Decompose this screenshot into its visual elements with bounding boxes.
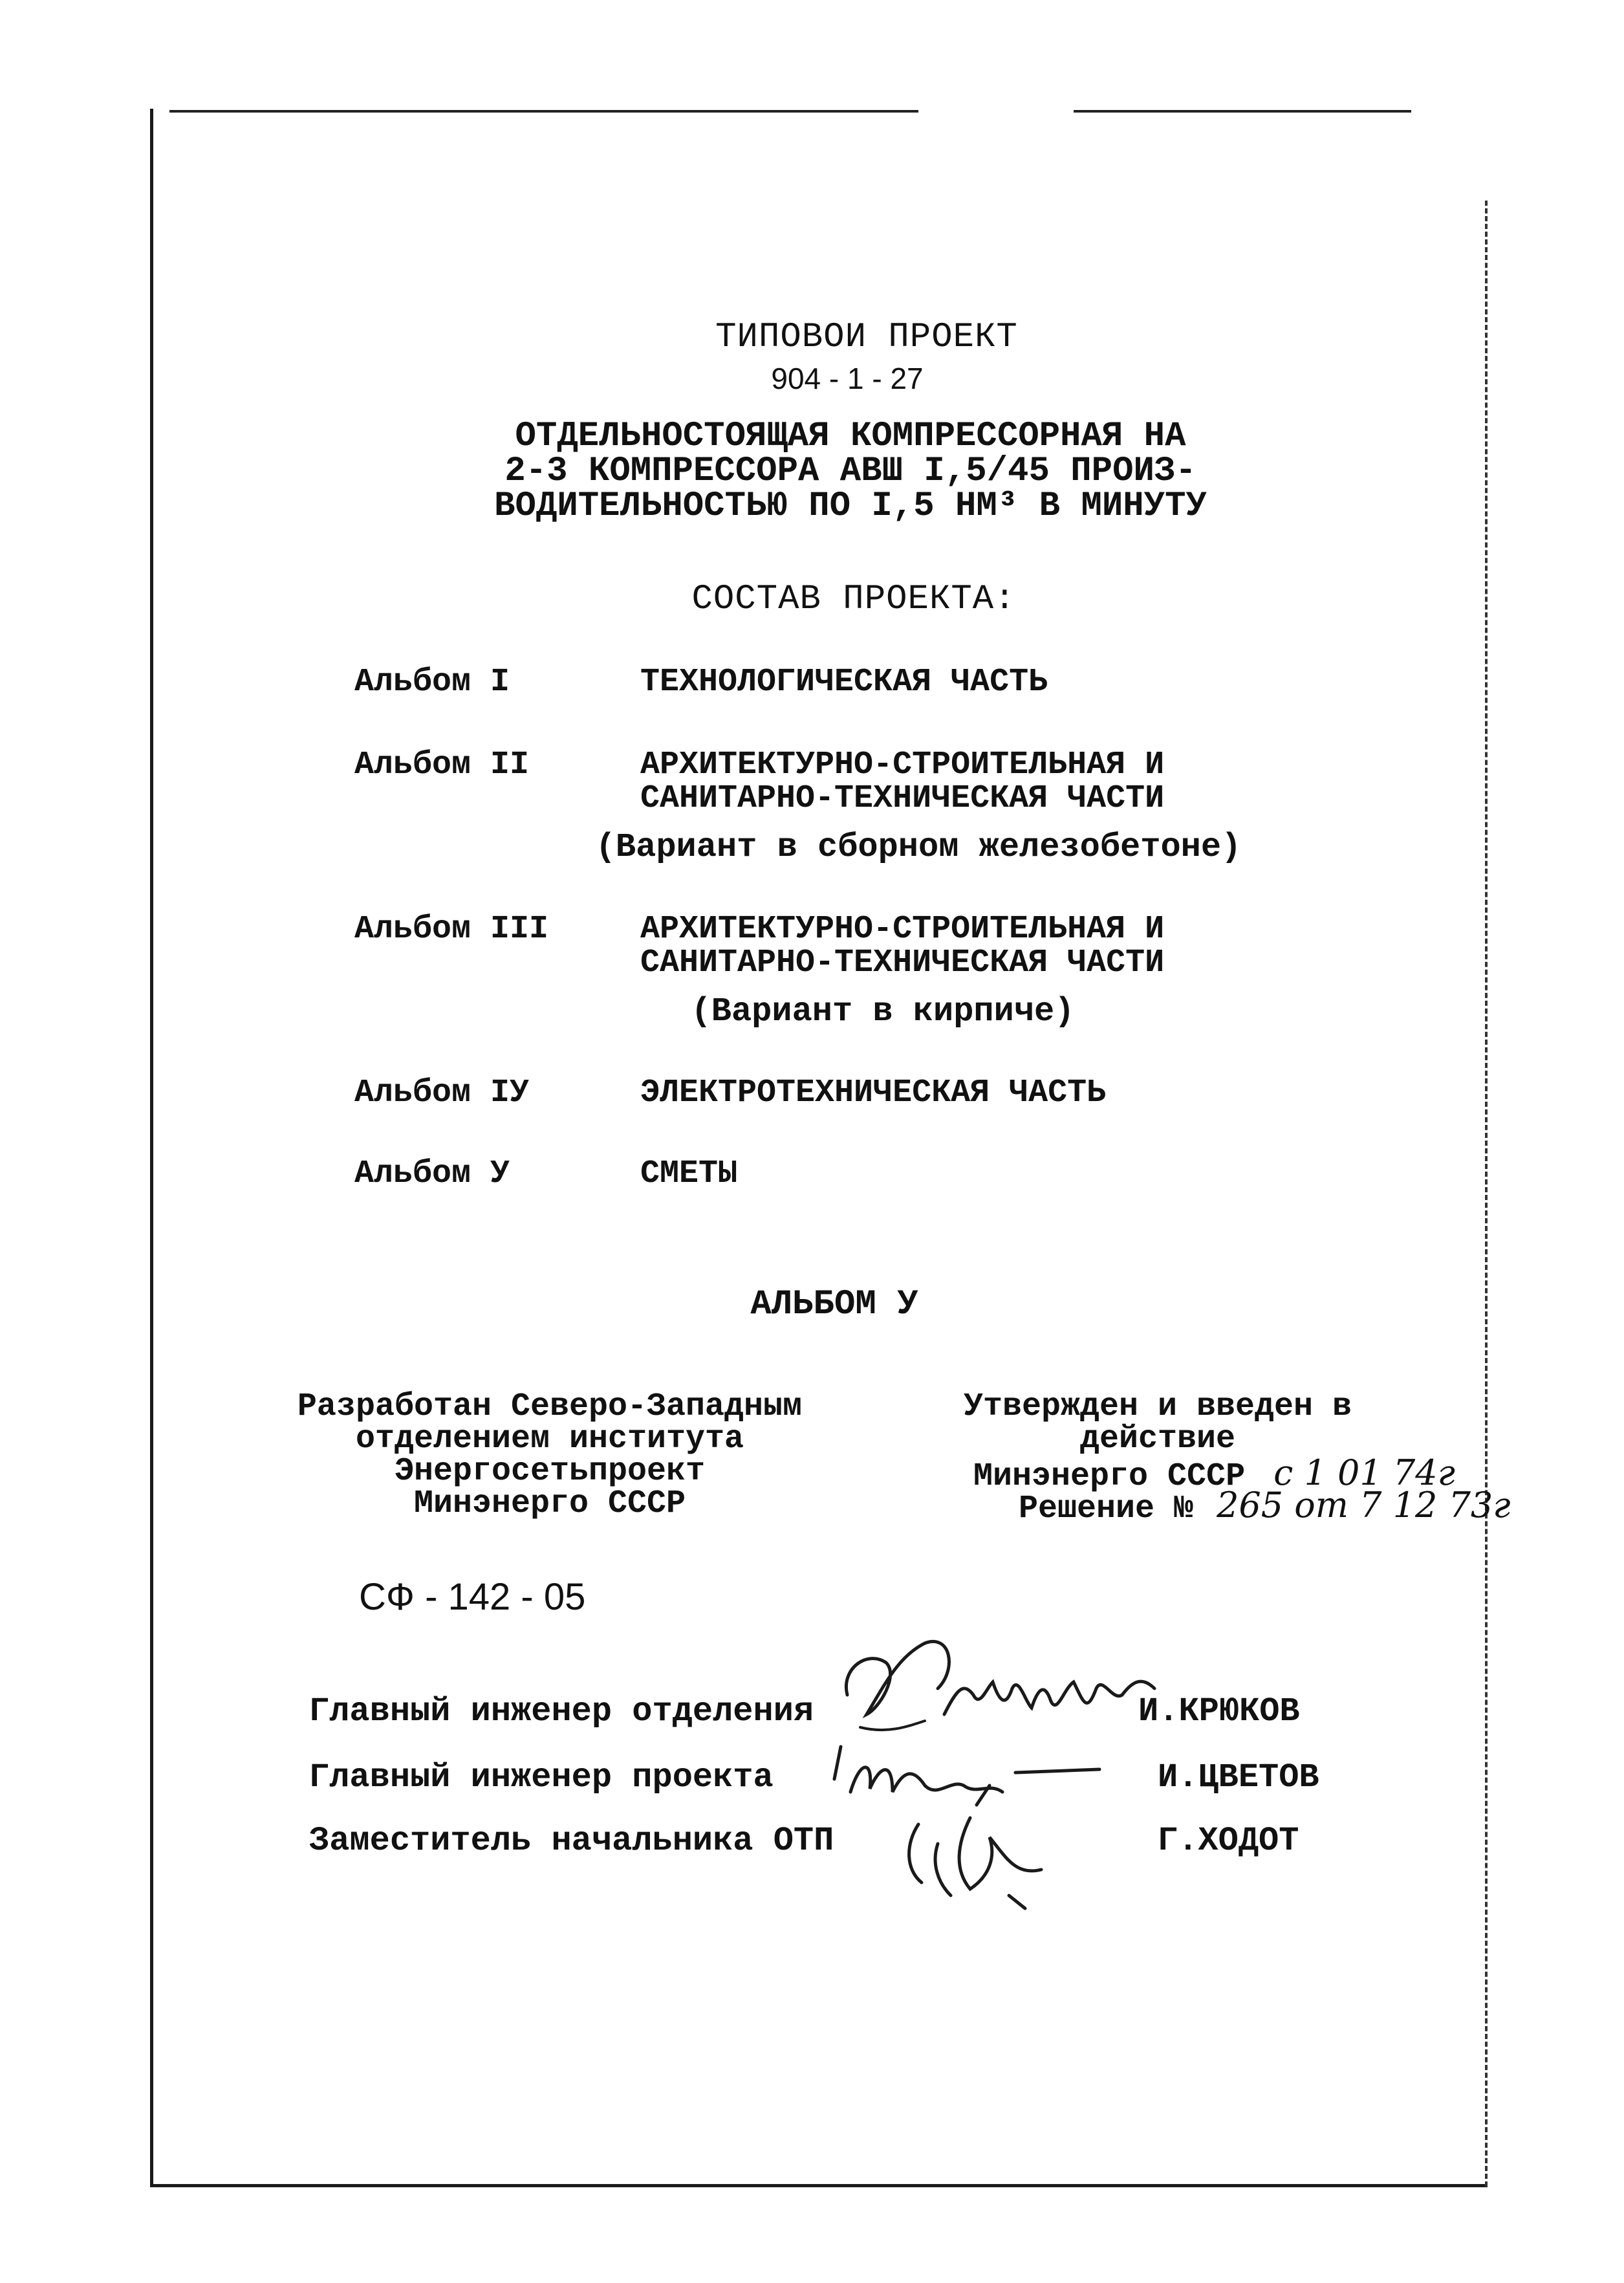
page-frame-left: [150, 109, 153, 2185]
title-line-2: 2-3 КОМПРЕССОРА АВШ I,5/45 ПРОИЗ-: [504, 452, 1196, 491]
album-5-label: Альбом У: [354, 1155, 510, 1192]
album-4-label: Альбом IУ: [354, 1075, 530, 1111]
signature-role-2: Главный инженер проекта: [309, 1758, 774, 1797]
page-frame-top-gap: [918, 107, 1074, 115]
current-album: АЛЬБОМ У: [750, 1285, 918, 1324]
approved-date-handwritten: с 1 01 74г: [1273, 1452, 1455, 1493]
approved-line-2: действие: [1079, 1421, 1236, 1458]
title-line-3: ВОДИТЕЛЬНОСТЬЮ ПО I,5 НМ³ В МИНУТУ: [494, 486, 1207, 526]
approved-decision-label: Решение №: [1019, 1491, 1194, 1527]
signature-name-2: И.ЦВЕТОВ: [1158, 1758, 1319, 1797]
album-3-title-line-1: АРХИТЕКТУРНО-СТРОИТЕЛЬНАЯ И: [640, 911, 1165, 948]
signature-1-scribble: [828, 1617, 1164, 1753]
approved-ministry: Минэнерго СССР: [973, 1458, 1246, 1495]
approved-decision-handwritten: 265 от 7 12 73г: [1217, 1485, 1511, 1525]
developed-by-line-1: Разработан Северо-Западным: [297, 1388, 803, 1425]
album-2-label: Альбом II: [354, 747, 530, 783]
page-frame-top: [169, 110, 1411, 113]
album-2-title-line-1: АРХИТЕКТУРНО-СТРОИТЕЛЬНАЯ И: [640, 747, 1165, 783]
signature-3-scribble: [893, 1798, 1099, 1915]
album-1-label: Альбом I: [354, 664, 510, 701]
album-3-label: Альбом III: [354, 911, 549, 948]
signature-role-1: Главный инженер отделения: [309, 1692, 814, 1731]
developed-by-line-4: Минэнерго СССР: [413, 1485, 686, 1522]
signature-role-3: Заместитель начальника ОТП: [309, 1822, 834, 1860]
title-line-1: ОТДЕЛЬНОСТОЯЩАЯ КОМПРЕССОРНАЯ НА: [515, 417, 1186, 456]
project-type: ТИПОВОИ ПРОЕКТ: [715, 318, 1018, 357]
album-5-title: СМЕТЫ: [640, 1155, 738, 1192]
project-number: 904 - 1 - 27: [771, 362, 924, 395]
developed-by-line-3: Энергосетьпроект: [394, 1453, 706, 1490]
approved-line-4: [1019, 1485, 1511, 1527]
album-4-title: ЭЛЕКТРОТЕХНИЧЕСКАЯ ЧАСТЬ: [640, 1075, 1107, 1111]
album-1-title: ТЕХНОЛОГИЧЕСКАЯ ЧАСТЬ: [640, 664, 1048, 701]
developed-by-line-2: отделением института: [355, 1421, 744, 1458]
approved-line-1: Утвержден и введен в: [963, 1388, 1352, 1425]
album-3-variant: (Вариант в кирпиче): [691, 992, 1075, 1031]
signature-name-1: И.КРЮКОВ: [1138, 1692, 1300, 1731]
page-frame-bottom: [150, 2184, 1488, 2187]
document-code: СФ - 142 - 05: [359, 1576, 586, 1618]
composition-heading: СОСТАВ ПРОЕКТА:: [691, 580, 1016, 619]
album-2-title-line-2: САНИТАРНО-ТЕХНИЧЕСКАЯ ЧАСТИ: [640, 780, 1165, 817]
page-frame-right: [1485, 201, 1488, 2187]
signature-name-3: Г.ХОДОТ: [1158, 1822, 1299, 1860]
album-3-title-line-2: САНИТАРНО-ТЕХНИЧЕСКАЯ ЧАСТИ: [640, 945, 1165, 981]
album-2-variant: (Вариант в сборном железобетоне): [595, 828, 1242, 866]
